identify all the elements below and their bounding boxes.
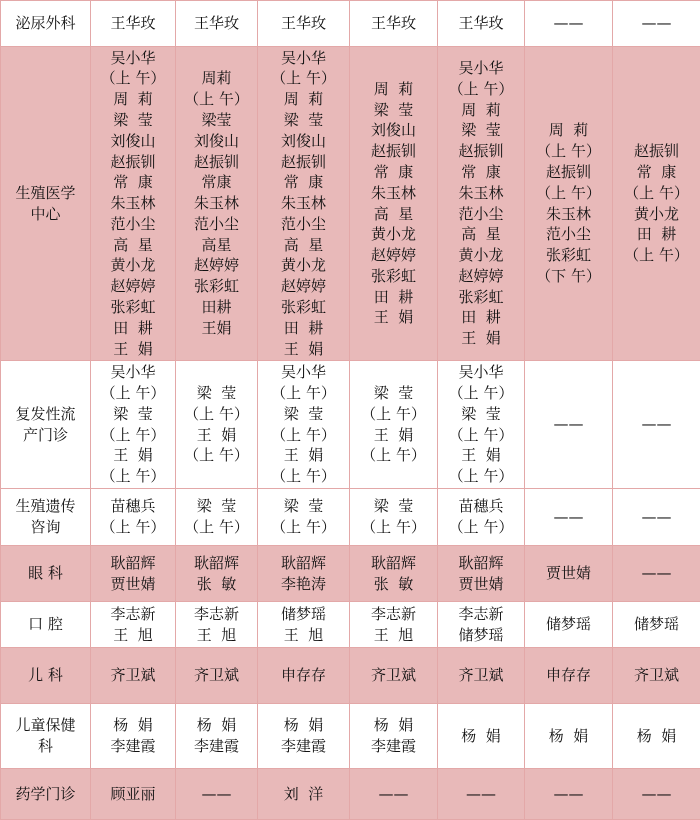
- doctor-line: 吴小华: [438, 362, 524, 383]
- doctor-line: 王华玫: [350, 13, 437, 34]
- doctor-line: （下 午）: [525, 266, 612, 287]
- doctor-line: 王 娟: [350, 307, 437, 328]
- schedule-cell: [176, 489, 258, 546]
- doctor-line: 朱玉林: [91, 193, 175, 214]
- schedule-cell: [176, 769, 258, 820]
- doctor-line: 张彩虹: [438, 287, 524, 308]
- doctor-line: 吴小华: [258, 48, 349, 69]
- schedule-cell: [91, 1, 176, 47]
- doctor-line: 梁 莹: [258, 110, 349, 131]
- doctor-line: 梁 莹: [438, 404, 524, 425]
- schedule-cell: [613, 648, 700, 704]
- schedule-cell: [350, 1, 438, 47]
- schedule-cell: [350, 769, 438, 820]
- schedule-cell: [350, 602, 438, 648]
- doctor-line: 王 娟: [438, 328, 524, 349]
- doctor-line: 苗穗兵: [91, 496, 175, 517]
- doctor-line: ——: [525, 414, 612, 435]
- doctor-line: 田耕: [176, 297, 257, 318]
- doctor-line: （上 午）: [176, 445, 257, 466]
- schedule-cell: [176, 47, 258, 361]
- doctor-line: 赵振钏: [613, 141, 700, 162]
- doctor-line: 李志新: [438, 604, 524, 625]
- doctor-line: 齐卫斌: [91, 665, 175, 686]
- doctor-line: 梁莹: [176, 110, 257, 131]
- schedule-cell: [350, 648, 438, 704]
- doctor-line: ——: [613, 414, 700, 435]
- schedule-cell: [438, 546, 525, 602]
- department-cell: 生殖遗传 咨询: [1, 489, 91, 546]
- doctor-line: ——: [525, 507, 612, 528]
- doctor-line: 齐卫斌: [176, 665, 257, 686]
- doctor-line: 赵婷婷: [176, 255, 257, 276]
- doctor-line: （上 午）: [350, 517, 437, 538]
- doctor-line: （上 午）: [525, 183, 612, 204]
- doctor-line: 王 娟: [91, 445, 175, 466]
- doctor-line: （上 午）: [525, 141, 612, 162]
- doctor-line: 耿韶辉: [91, 553, 175, 574]
- doctor-line: 赵婷婷: [258, 276, 349, 297]
- doctor-line: 田 耕: [258, 318, 349, 339]
- doctor-line: 范小尘: [176, 214, 257, 235]
- doctor-line: 朱玉林: [350, 183, 437, 204]
- doctor-line: ——: [525, 784, 612, 805]
- schedule-cell: [613, 602, 700, 648]
- doctor-line: 杨 娟: [438, 726, 524, 747]
- department-cell: 药学门诊: [1, 769, 91, 820]
- doctor-line: 刘 洋: [258, 784, 349, 805]
- doctor-line: 吴小华: [91, 362, 175, 383]
- doctor-line: 范小尘: [91, 214, 175, 235]
- doctor-line: 梁 莹: [350, 383, 437, 404]
- doctor-line: 刘俊山: [91, 131, 175, 152]
- doctor-line: ——: [350, 784, 437, 805]
- doctor-line: 黄小龙: [438, 245, 524, 266]
- doctor-line: ——: [613, 563, 700, 584]
- doctor-line: 王华玫: [91, 13, 175, 34]
- doctor-line: 申存存: [258, 665, 349, 686]
- schedule-cell: [91, 648, 176, 704]
- schedule-cell: [258, 47, 350, 361]
- doctor-line: 李志新: [350, 604, 437, 625]
- doctor-line: 王华玫: [258, 13, 349, 34]
- doctor-line: 耿韶辉: [176, 553, 257, 574]
- doctor-line: （上 午）: [438, 517, 524, 538]
- doctor-line: 梁 莹: [350, 496, 437, 517]
- doctor-line: （上 午）: [91, 383, 175, 404]
- doctor-line: 范小尘: [525, 224, 612, 245]
- schedule-cell: [350, 47, 438, 361]
- doctor-line: 王华玫: [438, 13, 524, 34]
- doctor-line: （上 午）: [258, 68, 349, 89]
- doctor-line: 高 星: [350, 204, 437, 225]
- doctor-line: 贾世婧: [91, 574, 175, 595]
- schedule-cell: [91, 769, 176, 820]
- table-row: [1, 489, 700, 546]
- doctor-line: 王娟: [176, 318, 257, 339]
- doctor-line: 梁 莹: [176, 383, 257, 404]
- schedule-cell: [176, 602, 258, 648]
- doctor-line: 苗穗兵: [438, 496, 524, 517]
- doctor-line: 杨 娟: [258, 715, 349, 736]
- schedule-cell: [525, 648, 613, 704]
- schedule-cell: [258, 648, 350, 704]
- schedule-cell: [438, 1, 525, 47]
- doctor-line: 李建霞: [91, 736, 175, 757]
- doctor-line: 赵振钏: [438, 141, 524, 162]
- doctor-line: 赵婷婷: [438, 266, 524, 287]
- doctor-line: 张 敏: [350, 574, 437, 595]
- schedule-cell: [613, 704, 700, 769]
- doctor-line: 范小尘: [258, 214, 349, 235]
- schedule-cell: [613, 489, 700, 546]
- table-row: [1, 546, 700, 602]
- table-row: [1, 704, 700, 769]
- doctor-line: 周 莉: [438, 100, 524, 121]
- schedule-cell: [176, 704, 258, 769]
- doctor-line: 王 娟: [176, 425, 257, 446]
- doctor-line: 黄小龙: [613, 204, 700, 225]
- doctor-line: 储梦瑶: [525, 614, 612, 635]
- schedule-cell: [438, 361, 525, 489]
- doctor-line: 周 莉: [258, 89, 349, 110]
- department-cell: 眼 科: [1, 546, 91, 602]
- doctor-line: （上 午）: [91, 68, 175, 89]
- doctor-line: 储梦瑶: [438, 625, 524, 646]
- doctor-line: 齐卫斌: [350, 665, 437, 686]
- table-row: [1, 648, 700, 704]
- schedule-cell: [91, 361, 176, 489]
- doctor-line: 张彩虹: [176, 276, 257, 297]
- doctor-line: 赵振钏: [258, 152, 349, 173]
- doctor-line: 王华玫: [176, 13, 257, 34]
- doctor-line: 梁 莹: [258, 496, 349, 517]
- doctor-line: 常 康: [350, 162, 437, 183]
- doctor-line: ——: [613, 507, 700, 528]
- department-cell: 口 腔: [1, 602, 91, 648]
- doctor-line: 耿韶辉: [350, 553, 437, 574]
- doctor-line: 王 娟: [438, 445, 524, 466]
- schedule-cell: [525, 361, 613, 489]
- doctor-line: （上 午）: [613, 245, 700, 266]
- schedule-cell: [176, 546, 258, 602]
- schedule-cell: [91, 602, 176, 648]
- schedule-cell: [91, 546, 176, 602]
- doctor-line: 朱玉林: [525, 204, 612, 225]
- schedule-cell: [350, 489, 438, 546]
- doctor-line: 常 康: [91, 172, 175, 193]
- doctor-line: 田 耕: [350, 287, 437, 308]
- doctor-line: 杨 娟: [613, 726, 700, 747]
- department-cell: 儿童保健 科: [1, 704, 91, 769]
- schedule-cell: [525, 1, 613, 47]
- schedule-cell: [258, 704, 350, 769]
- doctor-line: 常 康: [438, 162, 524, 183]
- schedule-cell: [91, 47, 176, 361]
- doctor-line: 王 娟: [258, 339, 349, 360]
- doctor-line: （上 午）: [258, 466, 349, 487]
- doctor-line: 吴小华: [91, 48, 175, 69]
- doctor-line: 梁 莹: [438, 120, 524, 141]
- doctor-line: 常康: [176, 172, 257, 193]
- schedule-cell: [438, 489, 525, 546]
- doctor-line: 李志新: [91, 604, 175, 625]
- doctor-line: （上 午）: [438, 383, 524, 404]
- schedule-cell: [438, 602, 525, 648]
- doctor-line: ——: [438, 784, 524, 805]
- schedule-cell: [525, 769, 613, 820]
- schedule-body: [1, 1, 700, 820]
- doctor-line: 王 娟: [258, 445, 349, 466]
- doctor-line: （上 午）: [438, 425, 524, 446]
- schedule-cell: [525, 489, 613, 546]
- schedule-cell: [176, 361, 258, 489]
- doctor-line: 黄小龙: [350, 224, 437, 245]
- schedule-cell: [525, 704, 613, 769]
- department-cell: 儿 科: [1, 648, 91, 704]
- doctor-line: ——: [525, 13, 612, 34]
- doctor-line: 周莉: [176, 68, 257, 89]
- doctor-line: 田 耕: [438, 307, 524, 328]
- doctor-line: 梁 莹: [91, 110, 175, 131]
- doctor-line: 王 娟: [350, 425, 437, 446]
- doctor-line: 吴小华: [438, 58, 524, 79]
- doctor-line: 周 莉: [91, 89, 175, 110]
- doctor-line: 李艳涛: [258, 574, 349, 595]
- doctor-line: ——: [613, 784, 700, 805]
- doctor-line: 朱玉林: [176, 193, 257, 214]
- schedule-cell: [91, 489, 176, 546]
- doctor-line: 周 莉: [350, 79, 437, 100]
- doctor-line: （上 午）: [258, 383, 349, 404]
- doctor-line: 朱玉林: [258, 193, 349, 214]
- doctor-line: （上 午）: [91, 517, 175, 538]
- doctor-line: （上 午）: [258, 425, 349, 446]
- doctor-line: 王 旭: [350, 625, 437, 646]
- department-cell: 生殖医学 中心: [1, 47, 91, 361]
- doctor-line: 张彩虹: [350, 266, 437, 287]
- schedule-cell: [525, 546, 613, 602]
- doctor-line: 吴小华: [258, 362, 349, 383]
- doctor-line: 储梦瑶: [613, 614, 700, 635]
- schedule-cell: [438, 769, 525, 820]
- schedule-cell: [613, 47, 700, 361]
- doctor-line: 梁 莹: [258, 404, 349, 425]
- schedule-cell: [613, 361, 700, 489]
- doctor-line: 刘俊山: [258, 131, 349, 152]
- doctor-line: 贾世婧: [525, 563, 612, 584]
- doctor-line: 齐卫斌: [613, 665, 700, 686]
- doctor-line: 刘俊山: [350, 120, 437, 141]
- doctor-line: （上 午）: [176, 517, 257, 538]
- doctor-line: 黄小龙: [91, 255, 175, 276]
- schedule-cell: [258, 361, 350, 489]
- doctor-line: 杨 娟: [525, 726, 612, 747]
- doctor-line: 梁 莹: [350, 100, 437, 121]
- doctor-line: 朱玉林: [438, 183, 524, 204]
- doctor-line: （上 午）: [438, 79, 524, 100]
- doctor-line: 赵振钏: [525, 162, 612, 183]
- schedule-cell: [438, 47, 525, 361]
- doctor-line: 李建霞: [350, 736, 437, 757]
- schedule-cell: [258, 489, 350, 546]
- schedule-cell: [613, 546, 700, 602]
- schedule-cell: [91, 704, 176, 769]
- schedule-cell: [176, 648, 258, 704]
- doctor-line: 田 耕: [91, 318, 175, 339]
- doctor-line: 王 娟: [91, 339, 175, 360]
- schedule-cell: [258, 546, 350, 602]
- doctor-line: ——: [613, 13, 700, 34]
- doctor-line: 杨 娟: [91, 715, 175, 736]
- doctor-line: （上 午）: [438, 466, 524, 487]
- table-row: [1, 361, 700, 489]
- schedule-cell: [350, 704, 438, 769]
- doctor-line: （上 午）: [91, 425, 175, 446]
- doctor-line: （上 午）: [350, 404, 437, 425]
- schedule-cell: [613, 769, 700, 820]
- doctor-line: 张彩虹: [91, 297, 175, 318]
- schedule-cell: [350, 361, 438, 489]
- doctor-line: 李建霞: [258, 736, 349, 757]
- doctor-line: （上 午）: [258, 517, 349, 538]
- doctor-line: 杨 娟: [176, 715, 257, 736]
- doctor-line: ——: [176, 784, 257, 805]
- doctor-line: 王 旭: [258, 625, 349, 646]
- doctor-line: （上 午）: [350, 445, 437, 466]
- doctor-line: 梁 莹: [91, 404, 175, 425]
- doctor-line: 张 敏: [176, 574, 257, 595]
- doctor-line: 贾世婧: [438, 574, 524, 595]
- schedule-cell: [438, 704, 525, 769]
- doctor-line: 储梦瑶: [258, 604, 349, 625]
- doctor-line: 齐卫斌: [438, 665, 524, 686]
- doctor-line: 高 星: [91, 235, 175, 256]
- doctor-line: 田 耕: [613, 224, 700, 245]
- doctor-line: 张彩虹: [258, 297, 349, 318]
- schedule-cell: [525, 602, 613, 648]
- table-row: [1, 769, 700, 820]
- doctor-line: 常 康: [258, 172, 349, 193]
- doctor-line: 杨 娟: [350, 715, 437, 736]
- doctor-line: 李志新: [176, 604, 257, 625]
- doctor-line: （上 午）: [176, 404, 257, 425]
- department-cell: 泌尿外科: [1, 1, 91, 47]
- department-cell: 复发性流 产门诊: [1, 361, 91, 489]
- schedule-cell: [525, 47, 613, 361]
- doctor-line: 梁 莹: [176, 496, 257, 517]
- doctor-line: 王 旭: [176, 625, 257, 646]
- schedule-cell: [613, 1, 700, 47]
- doctor-line: 李建霞: [176, 736, 257, 757]
- doctor-line: 常 康: [613, 162, 700, 183]
- doctor-line: 赵振钏: [350, 141, 437, 162]
- schedule-cell: [258, 1, 350, 47]
- schedule-cell: [258, 769, 350, 820]
- doctor-line: （上 午）: [91, 466, 175, 487]
- doctor-line: 范小尘: [438, 204, 524, 225]
- table-row: [1, 602, 700, 648]
- doctor-line: （上 午）: [613, 183, 700, 204]
- doctor-line: 张彩虹: [525, 245, 612, 266]
- doctor-line: 申存存: [525, 665, 612, 686]
- schedule-cell: [176, 1, 258, 47]
- doctor-line: （上 午）: [176, 89, 257, 110]
- doctor-line: 高 星: [438, 224, 524, 245]
- schedule-cell: [438, 648, 525, 704]
- doctor-line: 顾亚丽: [91, 784, 175, 805]
- doctor-line: 赵振钏: [91, 152, 175, 173]
- schedule-cell: [350, 546, 438, 602]
- doctor-line: 王 旭: [91, 625, 175, 646]
- doctor-line: 赵婷婷: [91, 276, 175, 297]
- doctor-line: 高 星: [258, 235, 349, 256]
- doctor-line: 高星: [176, 235, 257, 256]
- doctor-line: 赵振钏: [176, 152, 257, 173]
- doctor-line: 周 莉: [525, 120, 612, 141]
- schedule-cell: [258, 602, 350, 648]
- doctor-line: 耿韶辉: [258, 553, 349, 574]
- table-row: [1, 47, 700, 361]
- doctor-line: 刘俊山: [176, 131, 257, 152]
- table-row: [1, 1, 700, 47]
- doctor-line: 黄小龙: [258, 255, 349, 276]
- doctor-line: 耿韶辉: [438, 553, 524, 574]
- doctor-line: 赵婷婷: [350, 245, 437, 266]
